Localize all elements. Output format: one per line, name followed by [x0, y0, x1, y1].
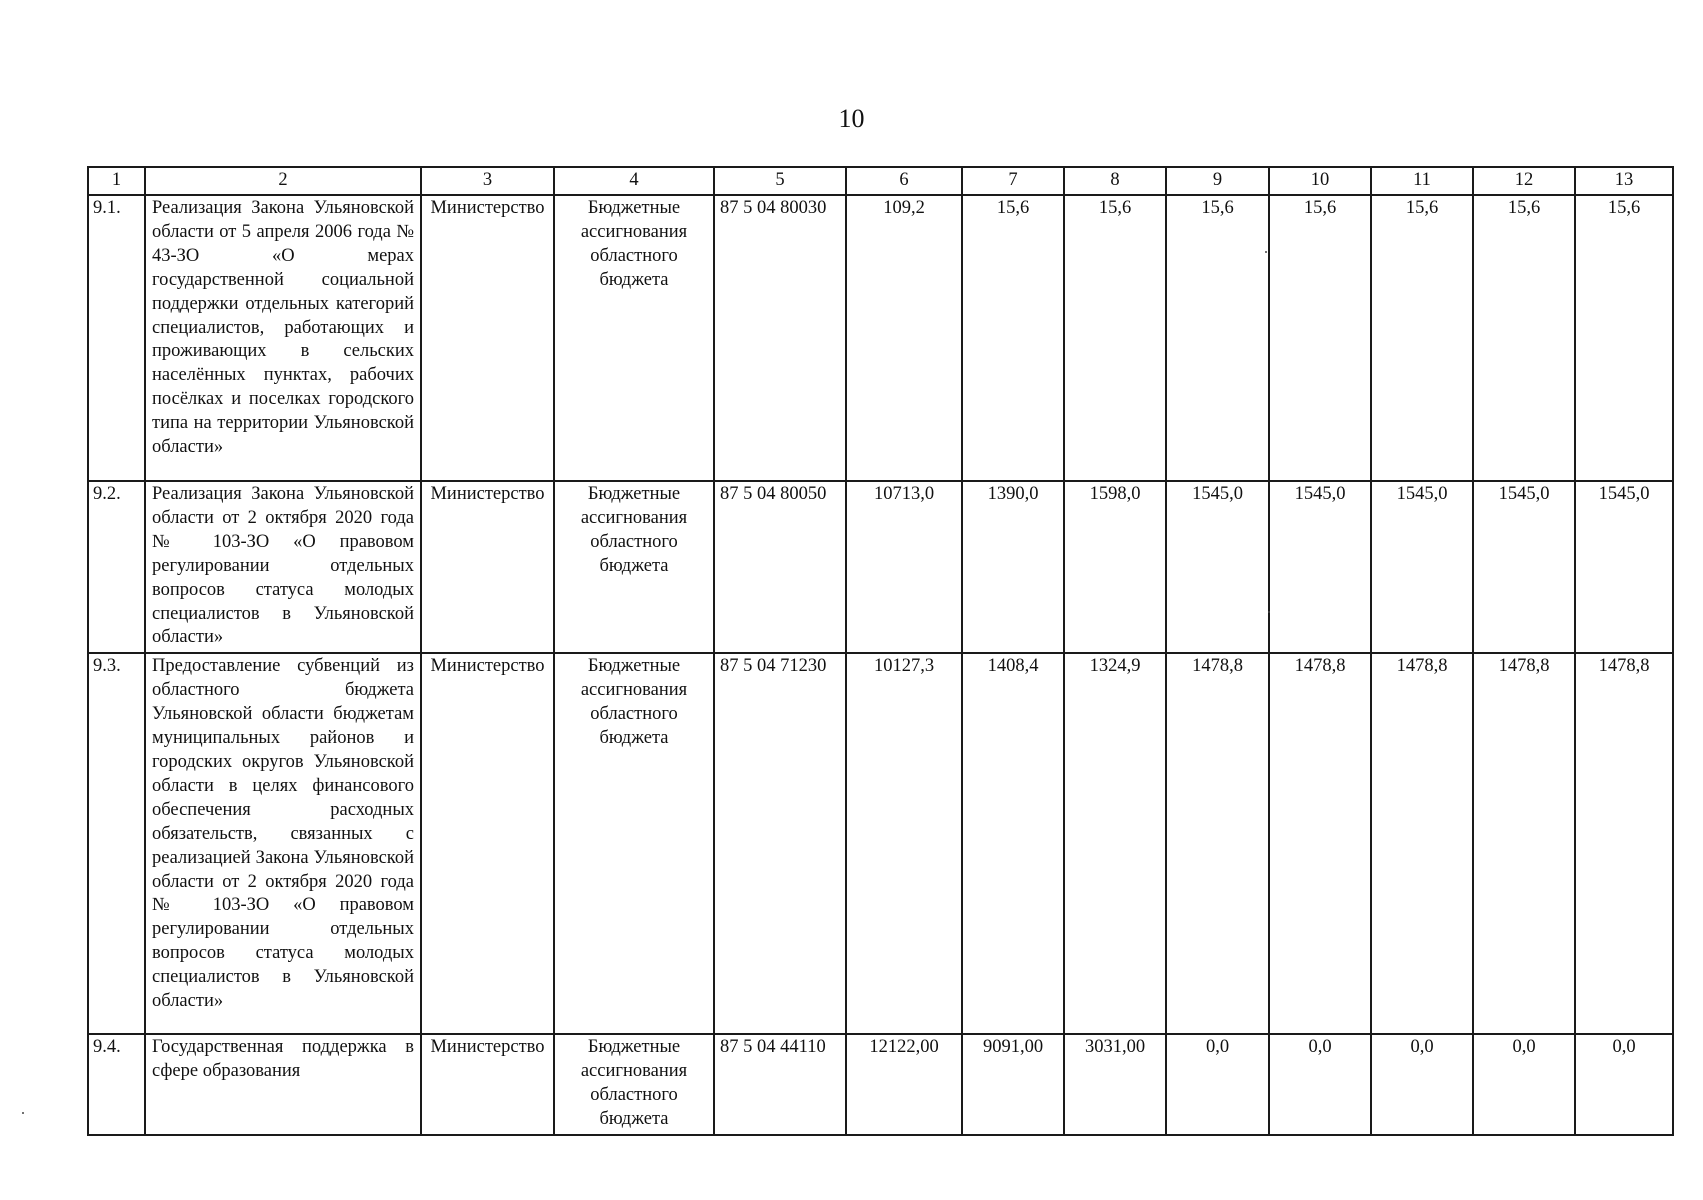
row-value: 1478,8	[1575, 653, 1673, 1034]
row-value: 15,6	[1371, 195, 1473, 481]
scan-speck	[1268, 611, 1270, 613]
header-cell: 7	[962, 167, 1064, 195]
row-value: 1478,8	[1166, 653, 1269, 1034]
row-executor: Министерство	[421, 195, 554, 481]
header-cell: 6	[846, 167, 962, 195]
header-cell: 2	[145, 167, 421, 195]
row-description: Государственная поддержка в сфере образования	[145, 1034, 421, 1135]
row-value: 1545,0	[1473, 481, 1575, 653]
row-value: 15,6	[1575, 195, 1673, 481]
row-value: 12122,00	[846, 1034, 962, 1135]
row-value: 1545,0	[1575, 481, 1673, 653]
header-cell: 10	[1269, 167, 1371, 195]
row-value: 1390,0	[962, 481, 1064, 653]
row-value: 1478,8	[1473, 653, 1575, 1034]
row-value: 10127,3	[846, 653, 962, 1034]
row-description: Реализация Закона Ульяновской области от 5 апреля 2006 года № 43-ЗО «О мерах государственной социальной поддержки отдельных категорий специалистов, работающих и проживающих в сельских населённых пунктах, рабочих посёлках и поселках городского типа на территории Ульяновской области»	[145, 195, 421, 481]
row-value: 0,0	[1269, 1034, 1371, 1135]
row-funding-source: Бюджетные ассигнования областного бюджета	[554, 1034, 714, 1135]
row-value: 15,6	[1166, 195, 1269, 481]
table-row	[88, 1034, 1673, 1135]
header-cell: 9	[1166, 167, 1269, 195]
row-budget-code: 87 5 04 80050	[714, 481, 846, 653]
row-budget-code: 87 5 04 44110	[714, 1034, 846, 1135]
row-executor: Министерство	[421, 653, 554, 1034]
row-value: 1478,8	[1269, 653, 1371, 1034]
header-cell: 13	[1575, 167, 1673, 195]
table-row	[88, 481, 1673, 653]
row-number: 9.4.	[88, 1034, 145, 1135]
header-cell: 1	[88, 167, 145, 195]
row-number: 9.3.	[88, 653, 145, 1034]
row-value: 109,2	[846, 195, 962, 481]
budget-table	[87, 166, 1674, 1136]
scan-speck	[22, 1112, 24, 1114]
row-number: 9.1.	[88, 195, 145, 481]
row-value: 0,0	[1575, 1034, 1673, 1135]
row-value: 10713,0	[846, 481, 962, 653]
header-cell: 4	[554, 167, 714, 195]
row-number: 9.2.	[88, 481, 145, 653]
header-cell: 5	[714, 167, 846, 195]
page-number: 10	[838, 104, 865, 133]
row-description: Предоставление субвенций из областного бюджета Ульяновской области бюджетам муниципальных районов и городских округов Ульяновской области в целях финансового обеспечения расходных обязательств, связанных с реализацией Закона Ульяновской области от 2 октября 2020 года № 103-ЗО «О правовом регулировании отдельных вопросов статуса молодых специалистов в Ульяновской области»	[145, 653, 421, 1034]
row-value: 1478,8	[1371, 653, 1473, 1034]
table-row	[88, 195, 1673, 481]
row-value: 9091,00	[962, 1034, 1064, 1135]
row-funding-source: Бюджетные ассигнования областного бюджета	[554, 481, 714, 653]
row-value: 1545,0	[1166, 481, 1269, 653]
table-row	[88, 653, 1673, 1034]
scan-speck	[1265, 251, 1267, 253]
header-cell: 8	[1064, 167, 1166, 195]
row-value: 3031,00	[1064, 1034, 1166, 1135]
header-row	[88, 167, 1673, 195]
row-value: 1598,0	[1064, 481, 1166, 653]
row-value: 15,6	[962, 195, 1064, 481]
row-value: 15,6	[1473, 195, 1575, 481]
row-value: 1324,9	[1064, 653, 1166, 1034]
row-executor: Министерство	[421, 1034, 554, 1135]
row-budget-code: 87 5 04 71230	[714, 653, 846, 1034]
row-budget-code: 87 5 04 80030	[714, 195, 846, 481]
row-value: 0,0	[1166, 1034, 1269, 1135]
row-value: 1545,0	[1371, 481, 1473, 653]
row-value: 15,6	[1064, 195, 1166, 481]
row-funding-source: Бюджетные ассигнования областного бюджета	[554, 195, 714, 481]
row-description: Реализация Закона Ульяновской области от 2 октября 2020 года № 103-ЗО «О правовом регулировании отдельных вопросов статуса молодых специалистов в Ульяновской области»	[145, 481, 421, 653]
row-executor: Министерство	[421, 481, 554, 653]
row-value: 0,0	[1473, 1034, 1575, 1135]
row-value: 0,0	[1371, 1034, 1473, 1135]
header-cell: 3	[421, 167, 554, 195]
row-value: 15,6	[1269, 195, 1371, 481]
row-funding-source: Бюджетные ассигнования областного бюджета	[554, 653, 714, 1034]
row-value: 1408,4	[962, 653, 1064, 1034]
header-cell: 12	[1473, 167, 1575, 195]
header-cell: 11	[1371, 167, 1473, 195]
row-value: 1545,0	[1269, 481, 1371, 653]
